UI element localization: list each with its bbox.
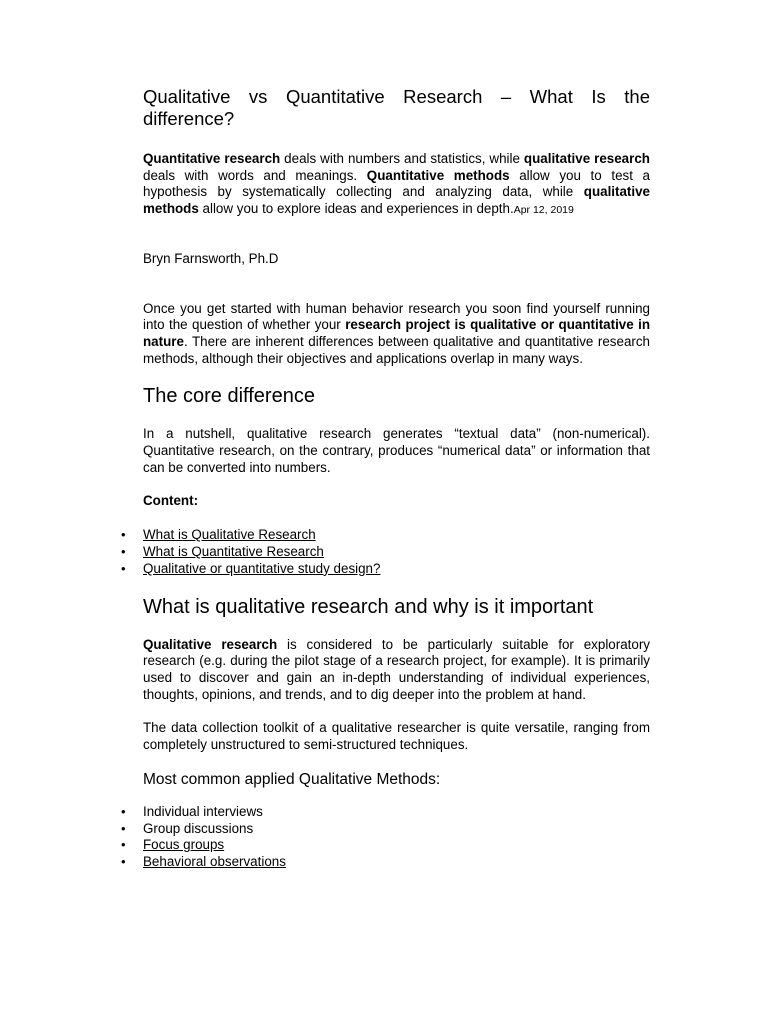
para1-text-1: Once you get started with human behavior research you soon find yourself running into the question of whether your [143,300,650,333]
methods-item [143,804,650,821]
core-difference-heading: The core difference [143,385,315,408]
intro-body-paragraph [143,301,650,368]
toc-item [143,561,650,578]
table-of-contents [143,527,650,577]
intro-text-1: deals with numbers and statistics, while [280,151,524,166]
qual-text-1: is considered to be particularly suitable for exploratory research (e.g. during the pilot stage of a research project, for example). It is primarily used to discover and gain an in-depth understanding of individual experiences, thoughts, opinions, and trends, and to dig deeper into the problem at hand. [143,636,650,702]
intro-text-3: allow you to test a hypothesis by systematically collecting and analyzing data, while [143,167,651,200]
method-group-discussions: Group discussions [143,820,254,836]
methods-list [143,804,650,871]
methods-item [143,854,650,871]
methods-item [143,821,650,838]
qualitative-paragraph-2: The data collection toolkit of a qualitative researcher is quite versatile, ranging from completely unstructured to semi-structured techniques. [143,720,650,753]
methods-item [143,837,650,854]
document-title: Qualitative vs Quantitative Research – What Is the difference? [143,86,650,129]
intro-bold-1: Quantitative research [143,151,281,166]
para1-bold-1: research project is qualitative or quantitative in nature [143,317,650,349]
method-focus-groups-link[interactable]: Focus groups [143,837,225,853]
author-name: Bryn Farnsworth, Ph.D [143,250,279,266]
qual-bold-1: Qualitative research [143,636,278,652]
content-label [143,493,650,510]
intro-date: Apr 12, 2019 [513,204,574,217]
method-behavioral-observations-link[interactable]: Behavioral observations [143,854,286,870]
qualitative-paragraph-1 [143,637,650,704]
toc-link-quantitative[interactable]: What is Quantitative Research [143,543,324,559]
toc-link-study-design[interactable]: Qualitative or quantitative study design? [143,560,381,576]
method-individual-interviews: Individual interviews [143,803,263,819]
intro-bold-3: Quantitative methods [366,167,510,183]
content-label-text: Content: [143,493,199,509]
intro-text-4: allow you to explore ideas and experiences in depth. [198,201,514,217]
toc-item [143,527,650,544]
qualitative-research-heading: What is qualitative research and why is it important [143,595,594,618]
core-difference-paragraph: In a nutshell, qualitative research generates “textual data” (non-numerical). Quantitative research, on the contrary, produces “numerical data” or information that can be converted into numbers. [143,426,650,475]
intro-text-2: deals with words and meanings. [143,167,367,183]
toc-link-qualitative[interactable]: What is Qualitative Research [143,527,316,543]
document-body [143,86,650,871]
intro-paragraph [143,151,650,219]
intro-bold-4: qualitative methods [143,184,650,217]
para1-text-2: . There are inherent differences between qualitative and quantitative research methods, although their objectives and applications overlap in many ways. [143,333,650,366]
toc-item [143,544,650,561]
methods-heading: Most common applied Qualitative Methods: [143,770,441,788]
intro-bold-2: qualitative research [523,151,650,166]
